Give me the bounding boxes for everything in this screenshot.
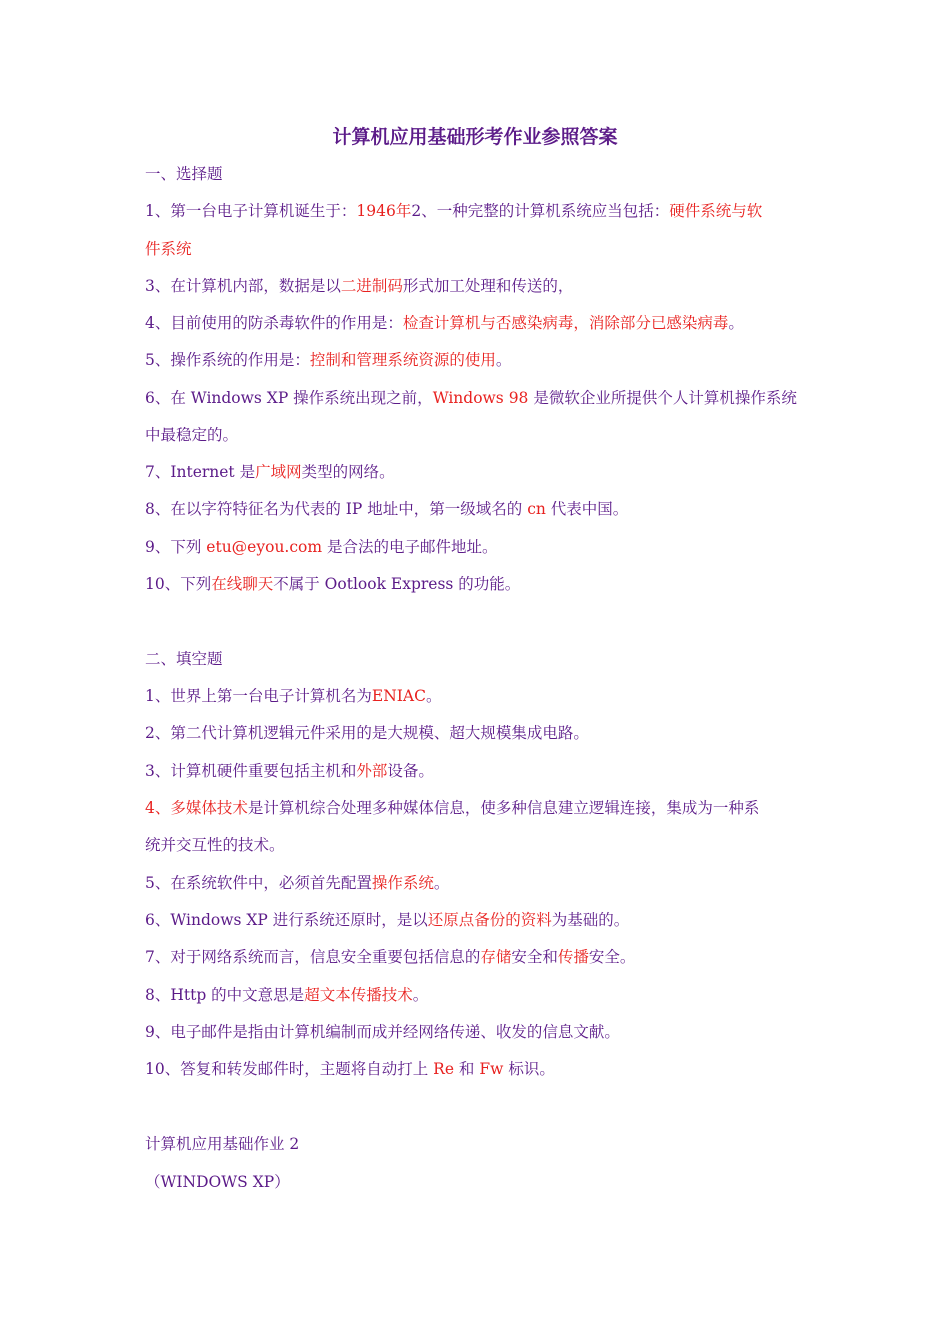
s1-q4-line: 4、目前使用的防杀毒软件的作用是：检查计算机与否感染病毒，消除部分已感染病毒。	[145, 314, 744, 332]
page-title: 计算机应用基础形考作业参照答案	[332, 126, 618, 148]
s2-q2-line: 2、第二代计算机逻辑元件采用的是大规模、超大规模集成电路。	[145, 724, 589, 742]
s1-q6-line: 6、在 Windows XP 操作系统出现之前，Windows 98 是微软企业所提供个人计算机操作系统	[145, 389, 797, 407]
s2-q9-line: 9、电子邮件是指由计算机编制而成并经网络传递、收发的信息文献。	[145, 1023, 620, 1041]
s1-q8-line: 8、在以字符特征名为代表的 IP 地址中，第一级域名的 cn 代表中国。	[145, 500, 629, 518]
s2-q3-line: 3、计算机硬件重要包括主机和外部设备。	[145, 762, 434, 780]
next-assignment-subtitle: （WINDOWS XP）	[145, 1173, 290, 1191]
s2-q5-line: 5、在系统软件中，必须首先配置操作系统。	[145, 874, 450, 892]
next-assignment-title: 计算机应用基础作业 2	[145, 1135, 300, 1153]
s1-q1-line: 1、第一台电子计算机诞生于：1946年2、一种完整的计算机系统应当包括：硬件系统与软	[145, 202, 763, 220]
s1-q3-line: 3、在计算机内部，数据是以二进制码形式加工处理和传送的，	[145, 277, 574, 295]
s1-q5-line: 5、操作系统的作用是：控制和管理系统资源的使用。	[145, 351, 512, 369]
s1-q10-line: 10、下列在线聊天不属于 Ootlook Express 的功能。	[145, 575, 521, 593]
s2-q1-line: 1、世界上第一台电子计算机名为ENIAC。	[145, 687, 442, 705]
s2-q6-line: 6、Windows XP 进行系统还原时，是以还原点备份的资料为基础的。	[145, 911, 630, 929]
s1-q6-line-cont: 中最稳定的。	[145, 426, 239, 444]
s2-q4-line-cont: 统并交互性的技术。	[145, 836, 285, 854]
s2-q10-line: 10、答复和转发邮件时，主题将自动打上 Re 和 Fw 标识。	[145, 1060, 555, 1078]
s1-q1-line-cont: 件系统	[145, 240, 192, 258]
section1-heading: 一、选择题	[145, 165, 223, 183]
s2-q7-line: 7、对于网络系统而言，信息安全重要包括信息的存储安全和传播安全。	[145, 948, 636, 966]
s1-q7-line: 7、Internet 是广域网类型的网络。	[145, 463, 395, 481]
section2-heading: 二、填空题	[145, 650, 223, 668]
s2-q8-line: 8、Http 的中文意思是超文本传播技术。	[145, 986, 429, 1004]
s2-q4-line: 4、多媒体技术是计算机综合处理多种媒体信息，使多种信息建立逻辑连接，集成为一种系	[145, 799, 760, 817]
s1-q9-line: 9、下列 etu@eyou.com 是合法的电子邮件地址。	[145, 538, 498, 556]
